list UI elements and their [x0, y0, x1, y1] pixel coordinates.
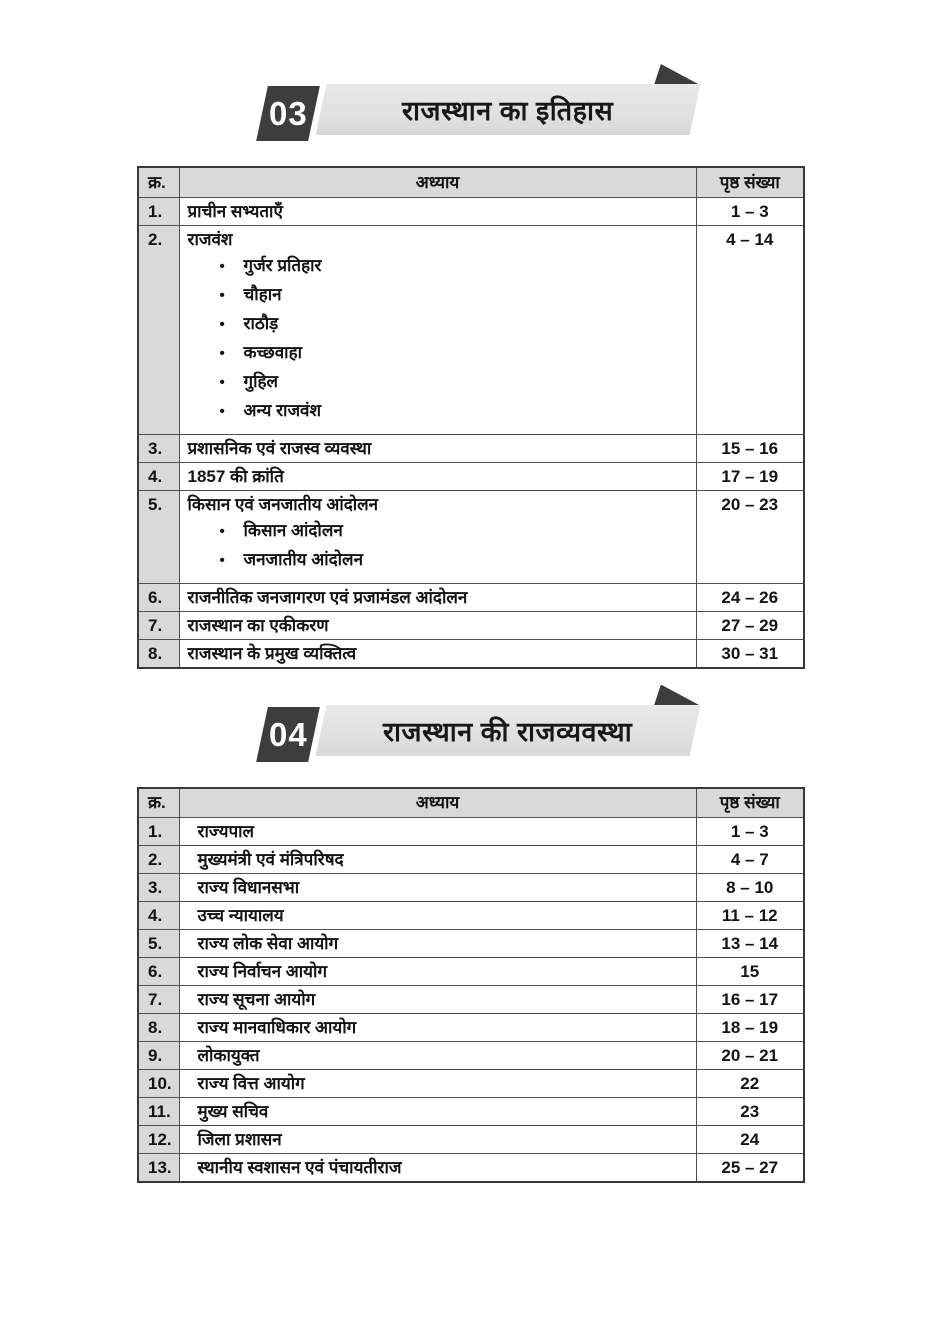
serial-cell: 6. — [138, 958, 179, 986]
pages-cell: 27 – 29 — [696, 611, 804, 639]
chapter-cell — [179, 1042, 696, 1070]
table-row — [138, 1070, 804, 1098]
chapter-title: राजस्थान के प्रमुख व्यक्तित्व — [187, 643, 357, 663]
chapter-title: किसान एवं जनजातीय आंदोलन — [187, 494, 379, 514]
chapter-title: लोकायुक्त — [197, 1046, 260, 1065]
column-header-chapter: अध्याय — [179, 788, 696, 818]
ribbon-fold-icon — [654, 685, 700, 706]
chapter-cell — [179, 197, 696, 225]
chapter-title: राज्य मानवाधिकार आयोग — [197, 1018, 357, 1037]
chapter-title: राजनीतिक जनजागरण एवं प्रजामंडल आंदोलन — [187, 587, 468, 607]
table-row — [138, 490, 804, 583]
chapter-cell — [179, 583, 696, 611]
sub-topic-item — [188, 310, 688, 339]
table-row — [138, 902, 804, 930]
sub-topic-item — [188, 397, 688, 426]
toc-section — [137, 84, 805, 669]
serial-cell: 4. — [138, 902, 179, 930]
chapter-cell — [179, 818, 696, 846]
table-row — [138, 434, 804, 462]
section-title-ribbon — [316, 84, 701, 135]
sub-topic-item — [188, 368, 688, 397]
serial-cell: 6. — [138, 583, 179, 611]
serial-cell: 2. — [138, 225, 179, 434]
table-header-row — [138, 788, 804, 818]
chapter-title: राज्य वित्त आयोग — [197, 1074, 305, 1093]
table-row — [138, 930, 804, 958]
section-number: 04 — [268, 715, 308, 753]
bullet-icon: • — [219, 344, 225, 362]
bullet-icon: • — [219, 551, 225, 569]
section-title-ribbon — [316, 705, 701, 756]
chapter-title: राज्य निर्वाचन आयोग — [197, 962, 328, 981]
pages-cell: 8 – 10 — [696, 874, 804, 902]
chapter-title: राज्य सूचना आयोग — [197, 990, 316, 1009]
column-header-serial: क्र. — [138, 788, 179, 818]
chapter-title: प्रशासनिक एवं राजस्व व्यवस्था — [187, 438, 372, 458]
chapter-title: राज्यपाल — [197, 822, 255, 841]
chapter-cell — [179, 902, 696, 930]
pages-cell: 25 – 27 — [696, 1154, 804, 1183]
sub-topic-label: अन्य राजवंश — [243, 400, 322, 420]
table-row — [138, 639, 804, 668]
section-number-block — [256, 707, 320, 762]
serial-cell: 11. — [138, 1098, 179, 1126]
sub-topic-label: गुर्जर प्रतिहार — [243, 255, 322, 275]
table-row — [138, 986, 804, 1014]
serial-cell: 1. — [138, 818, 179, 846]
toc-section — [137, 705, 805, 1184]
sub-topic-label: कच्छवाहा — [243, 342, 303, 362]
sub-topic-label: किसान आंदोलन — [243, 520, 343, 540]
pages-cell: 15 – 16 — [696, 434, 804, 462]
pages-cell: 22 — [696, 1070, 804, 1098]
table-row — [138, 958, 804, 986]
sub-topic-item — [188, 252, 688, 281]
bullet-icon: • — [219, 286, 225, 304]
chapter-cell — [179, 490, 696, 583]
serial-cell: 3. — [138, 874, 179, 902]
sub-topic-label: गुहिल — [243, 371, 279, 391]
section-number-block — [256, 86, 320, 141]
column-header-serial: क्र. — [138, 167, 179, 197]
pages-cell: 23 — [696, 1098, 804, 1126]
bullet-icon: • — [219, 373, 225, 391]
table-row — [138, 874, 804, 902]
chapter-cell — [179, 462, 696, 490]
pages-cell: 16 – 17 — [696, 986, 804, 1014]
column-header-pages: पृष्ठ संख्या — [696, 788, 804, 818]
table-row — [138, 197, 804, 225]
section-banner — [137, 705, 805, 760]
ribbon-fold-icon — [654, 64, 700, 85]
section-banner — [137, 84, 805, 139]
pages-cell: 24 — [696, 1126, 804, 1154]
section-title: राजस्थान का इतिहास — [402, 96, 614, 126]
page — [137, 0, 805, 1183]
pages-cell: 13 – 14 — [696, 930, 804, 958]
serial-cell: 8. — [138, 1014, 179, 1042]
serial-cell: 5. — [138, 930, 179, 958]
serial-cell: 3. — [138, 434, 179, 462]
toc-table — [137, 166, 805, 669]
section-number: 03 — [268, 95, 308, 132]
pages-cell: 30 – 31 — [696, 639, 804, 668]
chapter-title: प्राचीन सभ्यताएँ — [187, 201, 283, 221]
table-row — [138, 583, 804, 611]
table-row — [138, 611, 804, 639]
pages-cell: 1 – 3 — [696, 197, 804, 225]
table-header-row — [138, 167, 804, 197]
serial-cell: 9. — [138, 1042, 179, 1070]
serial-cell: 4. — [138, 462, 179, 490]
serial-cell: 5. — [138, 490, 179, 583]
chapter-title: राज्य लोक सेवा आयोग — [197, 934, 339, 953]
pages-cell: 20 – 23 — [696, 490, 804, 583]
serial-cell: 8. — [138, 639, 179, 668]
chapter-cell — [179, 639, 696, 668]
serial-cell: 10. — [138, 1070, 179, 1098]
chapter-cell — [179, 1126, 696, 1154]
sub-topic-label: राठौड़ — [243, 313, 279, 333]
pages-cell: 11 – 12 — [696, 902, 804, 930]
chapter-cell — [179, 1014, 696, 1042]
column-header-pages: पृष्ठ संख्या — [696, 167, 804, 197]
chapter-cell — [179, 225, 696, 434]
chapter-cell — [179, 1154, 696, 1183]
pages-cell: 20 – 21 — [696, 1042, 804, 1070]
table-row — [138, 818, 804, 846]
chapter-title: मुख्य सचिव — [197, 1102, 269, 1121]
sub-topic-item — [188, 339, 688, 368]
table-row — [138, 1042, 804, 1070]
chapter-title: राजवंश — [187, 229, 233, 249]
table-row — [138, 1014, 804, 1042]
table-row — [138, 462, 804, 490]
chapter-cell — [179, 846, 696, 874]
chapter-cell — [179, 874, 696, 902]
sub-topic-label: जनजातीय आंदोलन — [243, 549, 364, 569]
pages-cell: 4 – 7 — [696, 846, 804, 874]
chapter-cell — [179, 434, 696, 462]
pages-cell: 18 – 19 — [696, 1014, 804, 1042]
chapter-title: राजस्थान का एकीकरण — [187, 615, 329, 635]
serial-cell: 7. — [138, 611, 179, 639]
pages-cell: 17 – 19 — [696, 462, 804, 490]
serial-cell: 13. — [138, 1154, 179, 1183]
table-row — [138, 1154, 804, 1183]
sub-topic-list — [188, 252, 688, 426]
table-row — [138, 225, 804, 434]
chapter-title: जिला प्रशासन — [197, 1130, 282, 1149]
chapter-title: 1857 की क्रांति — [187, 466, 284, 486]
serial-cell: 12. — [138, 1126, 179, 1154]
chapter-cell — [179, 958, 696, 986]
toc-table — [137, 787, 805, 1184]
chapter-cell — [179, 930, 696, 958]
sub-topic-label: चौहान — [243, 284, 282, 304]
chapter-cell — [179, 1070, 696, 1098]
serial-cell: 1. — [138, 197, 179, 225]
chapter-cell — [179, 611, 696, 639]
bullet-icon: • — [219, 257, 225, 275]
chapter-title: स्थानीय स्वशासन एवं पंचायतीराज — [197, 1158, 402, 1177]
table-row — [138, 846, 804, 874]
table-body — [138, 818, 804, 1183]
column-header-chapter: अध्याय — [179, 167, 696, 197]
bullet-icon: • — [219, 315, 225, 333]
sub-topic-item — [188, 546, 688, 575]
chapter-title: राज्य विधानसभा — [197, 878, 300, 897]
bullet-icon: • — [219, 522, 225, 540]
serial-cell: 7. — [138, 986, 179, 1014]
pages-cell: 1 – 3 — [696, 818, 804, 846]
serial-cell: 2. — [138, 846, 179, 874]
sub-topic-list — [188, 517, 688, 575]
sub-topic-item — [188, 281, 688, 310]
table-row — [138, 1126, 804, 1154]
bullet-icon: • — [219, 402, 225, 420]
chapter-cell — [179, 1098, 696, 1126]
chapter-cell — [179, 986, 696, 1014]
section-title: राजस्थान की राजव्यवस्था — [383, 716, 633, 747]
table-row — [138, 1098, 804, 1126]
pages-cell: 15 — [696, 958, 804, 986]
table-body — [138, 197, 804, 668]
pages-cell: 4 – 14 — [696, 225, 804, 434]
pages-cell: 24 – 26 — [696, 583, 804, 611]
sub-topic-item — [188, 517, 688, 546]
chapter-title: मुख्यमंत्री एवं मंत्रिपरिषद — [197, 850, 344, 869]
chapter-title: उच्च न्यायालय — [197, 906, 284, 925]
